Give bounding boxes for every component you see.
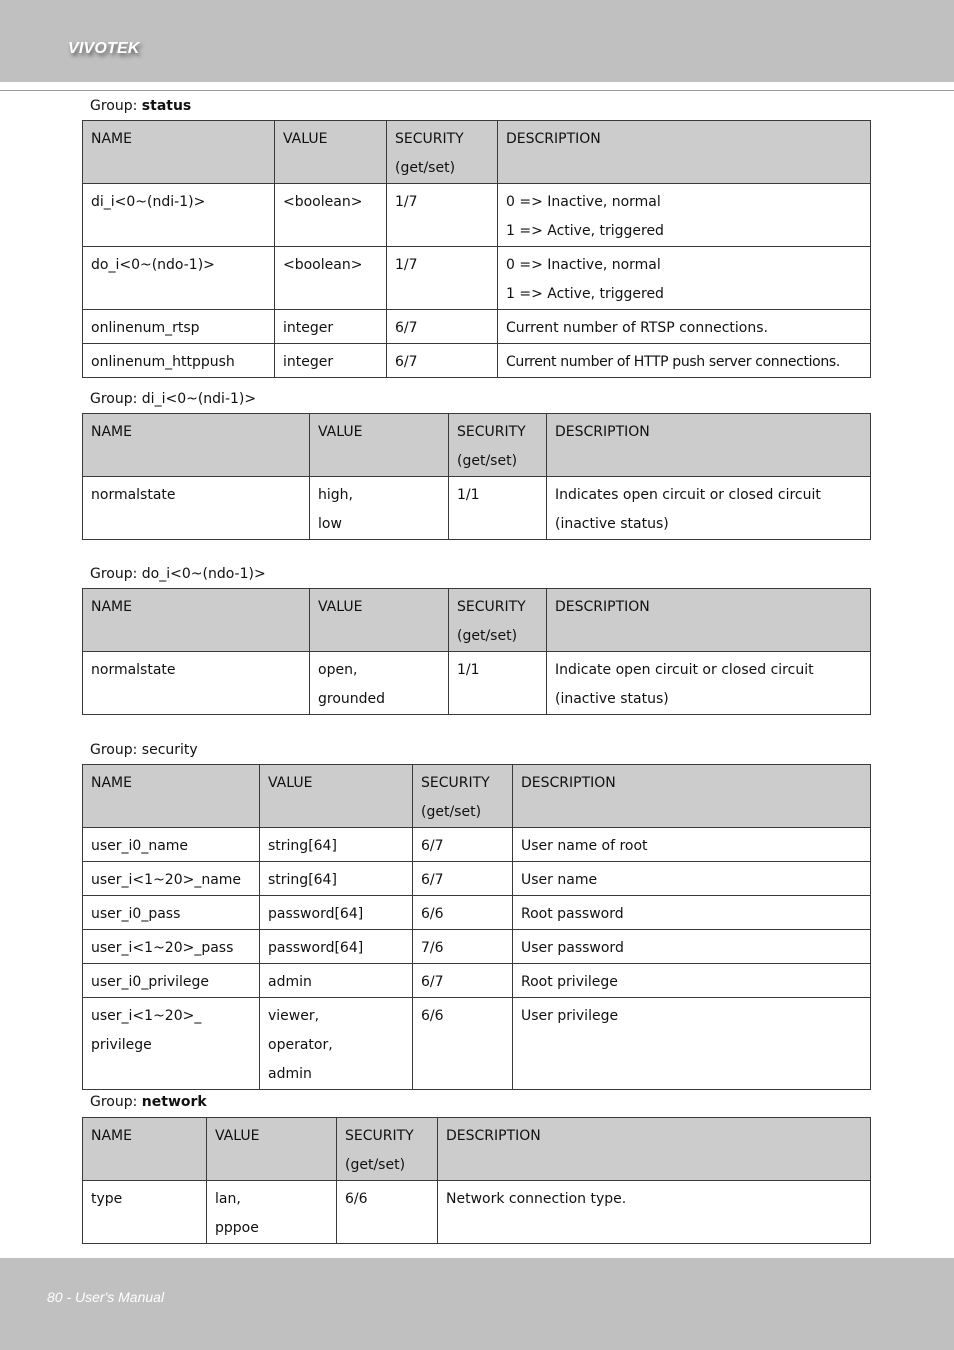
group-title-prefix: Group: [90,98,142,114]
table-row [83,184,871,247]
column-header-security: SECURITY (get/set) [387,121,498,184]
cell-value: <boolean> [275,184,387,247]
column-header-description: DESCRIPTION [547,589,871,652]
table-row [83,828,871,862]
cell-description: User privilege [513,998,871,1090]
cell-description: Root privilege [513,964,871,998]
cell-name: user_i0_privilege [83,964,260,998]
cell-description: Indicate open circuit or closed circuit (inactive status) [547,652,871,715]
cell-security: 6/7 [413,964,513,998]
column-header-security: SECURITY (get/set) [337,1118,438,1181]
cell-security: 6/6 [337,1181,438,1244]
column-header-name: NAME [83,1118,207,1181]
cell-security: 6/7 [387,344,498,378]
header-divider [0,90,954,91]
cell-name: user_i<1~20>_pass [83,930,260,964]
group-title-prefix: Group: [90,742,142,758]
cell-security: 6/7 [413,862,513,896]
table-row [83,477,871,540]
cell-name: user_i<1~20>_ privilege [83,998,260,1090]
cell-name: di_i<0~(ndi-1)> [83,184,275,247]
cell-name: user_i0_name [83,828,260,862]
cell-description: 0 => Inactive, normal 1 => Active, triggered [498,184,871,247]
cell-security: 1/1 [449,652,547,715]
cell-description: 0 => Inactive, normal 1 => Active, triggered [498,247,871,310]
column-header-security: SECURITY (get/set) [449,589,547,652]
network-table [82,1117,871,1244]
table-row [83,862,871,896]
table-header-row [83,1118,871,1181]
table-row [83,247,871,310]
column-header-value: VALUE [207,1118,337,1181]
column-header-security: SECURITY (get/set) [449,414,547,477]
column-header-value: VALUE [310,414,449,477]
column-header-security: SECURITY (get/set) [413,765,513,828]
table-row [83,652,871,715]
cell-description: Current number of RTSP connections. [498,310,871,344]
group-title-name: do_i<0~(ndo-1)> [141,566,266,582]
group-title-name: status [141,98,192,114]
table-row [83,930,871,964]
table-header-row [83,765,871,828]
cell-name: normalstate [83,652,310,715]
cell-security: 7/6 [413,930,513,964]
table-row [83,964,871,998]
column-header-name: NAME [83,589,310,652]
cell-description: Current number of HTTP push server connections. [498,344,871,378]
cell-security: 1/1 [449,477,547,540]
do-table [82,588,871,715]
cell-security: 1/7 [387,184,498,247]
cell-description: Indicates open circuit or closed circuit (inactive status) [547,477,871,540]
group-title-prefix: Group: [90,1094,142,1110]
cell-name: user_i0_pass [83,896,260,930]
security-table [82,764,871,1090]
cell-value: password[64] [260,930,413,964]
table-header-row [83,121,871,184]
cell-value: password[64] [260,896,413,930]
column-header-description: DESCRIPTION [498,121,871,184]
cell-name: normalstate [83,477,310,540]
cell-value: string[64] [260,862,413,896]
cell-security: 6/6 [413,998,513,1090]
group-title-di [90,390,256,408]
table-header-row [83,589,871,652]
cell-security: 6/6 [413,896,513,930]
column-header-name: NAME [83,765,260,828]
group-title-do [90,565,266,583]
group-title-name: di_i<0~(ndi-1)> [141,391,257,407]
cell-value: string[64] [260,828,413,862]
cell-value: high, low [310,477,449,540]
table-header-row [83,414,871,477]
cell-value: viewer, operator, admin [260,998,413,1090]
cell-value: integer [275,310,387,344]
cell-description: Root password [513,896,871,930]
cell-description: User name [513,862,871,896]
di-table [82,413,871,540]
column-header-value: VALUE [260,765,413,828]
cell-description: User name of root [513,828,871,862]
group-title-prefix: Group: [90,566,142,582]
group-title-security [90,741,198,759]
status-table [82,120,871,378]
group-title-network [90,1093,207,1111]
cell-value: admin [260,964,413,998]
column-header-value: VALUE [275,121,387,184]
cell-description: User password [513,930,871,964]
cell-name: do_i<0~(ndo-1)> [83,247,275,310]
page-footer [0,1258,954,1350]
cell-name: onlinenum_rtsp [83,310,275,344]
column-header-name: NAME [83,414,310,477]
cell-value: open, grounded [310,652,449,715]
brand-logo: VIVOTEK [68,40,140,57]
column-header-description: DESCRIPTION [438,1118,871,1181]
cell-value: <boolean> [275,247,387,310]
cell-security: 1/7 [387,247,498,310]
table-row [83,344,871,378]
table-row [83,998,871,1090]
table-row [83,896,871,930]
cell-security: 6/7 [387,310,498,344]
group-title-status [90,97,191,115]
cell-name: type [83,1181,207,1244]
column-header-name: NAME [83,121,275,184]
page-number-label: 80 - User's Manual [47,1289,165,1305]
column-header-description: DESCRIPTION [547,414,871,477]
table-row [83,1181,871,1244]
cell-name: user_i<1~20>_name [83,862,260,896]
cell-description: Network connection type. [438,1181,871,1244]
page-header [0,0,954,82]
cell-value: lan, pppoe [207,1181,337,1244]
group-title-prefix: Group: [90,391,142,407]
table-row [83,310,871,344]
cell-name: onlinenum_httppush [83,344,275,378]
column-header-description: DESCRIPTION [513,765,871,828]
group-title-name: network [141,1094,207,1110]
column-header-value: VALUE [310,589,449,652]
group-title-name: security [141,742,198,758]
cell-security: 6/7 [413,828,513,862]
cell-value: integer [275,344,387,378]
